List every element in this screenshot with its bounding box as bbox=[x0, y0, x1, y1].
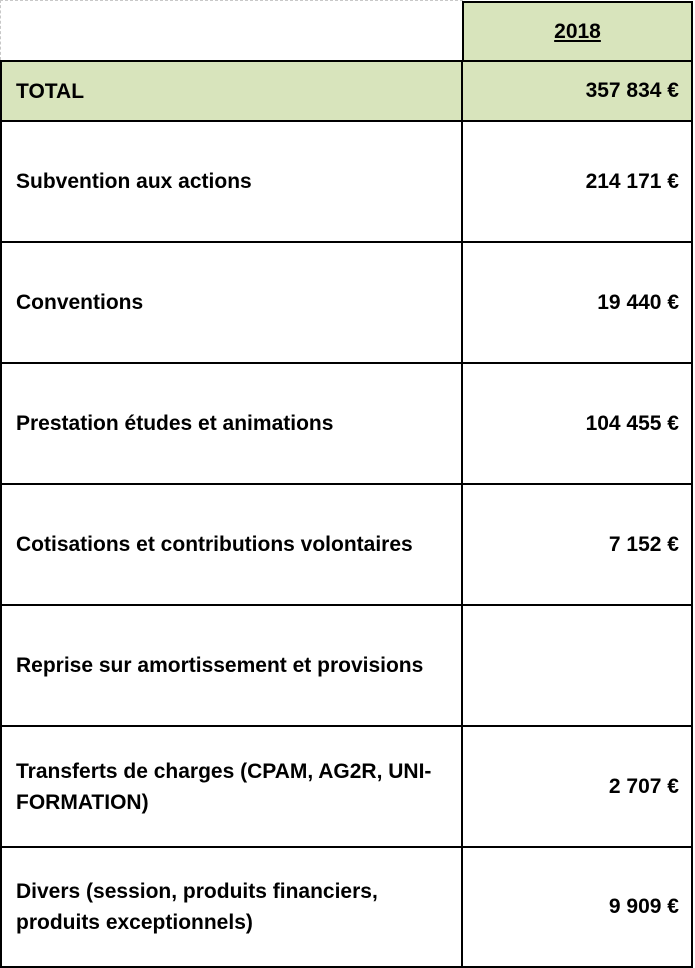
row-label: Conventions bbox=[2, 243, 463, 362]
year-header: 2018 bbox=[462, 1, 693, 61]
table-row bbox=[2, 727, 691, 848]
row-label: TOTAL bbox=[2, 62, 463, 120]
header-row bbox=[0, 0, 695, 61]
row-value: 357 834 € bbox=[585, 79, 679, 102]
table-row bbox=[2, 606, 691, 727]
row-label: Prestation études et animations bbox=[2, 364, 463, 483]
row-value: 7 152 € bbox=[608, 532, 679, 556]
table-row bbox=[2, 485, 691, 606]
table-row bbox=[2, 848, 691, 968]
row-value: 214 171 € bbox=[585, 169, 679, 193]
header-empty-cell bbox=[0, 0, 463, 60]
row-label: Subvention aux actions bbox=[2, 122, 463, 241]
row-label: Transferts de charges (CPAM, AG2R, UNI-FORMATION) bbox=[2, 727, 463, 846]
table-row bbox=[2, 243, 691, 364]
row-value bbox=[463, 606, 691, 725]
table-row bbox=[2, 122, 691, 243]
row-label: Reprise sur amortissement et provisions bbox=[2, 606, 463, 725]
table-row bbox=[2, 364, 691, 485]
table-row-total bbox=[2, 62, 691, 122]
row-value: 104 455 € bbox=[585, 411, 679, 435]
row-label: Divers (session, produits financiers, produits exceptionnels) bbox=[2, 848, 463, 966]
row-value: 9 909 € bbox=[608, 895, 679, 918]
row-value: 2 707 € bbox=[608, 774, 679, 798]
row-label: Cotisations et contributions volontaires bbox=[2, 485, 463, 604]
budget-table bbox=[0, 60, 693, 968]
row-value: 19 440 € bbox=[597, 290, 679, 314]
